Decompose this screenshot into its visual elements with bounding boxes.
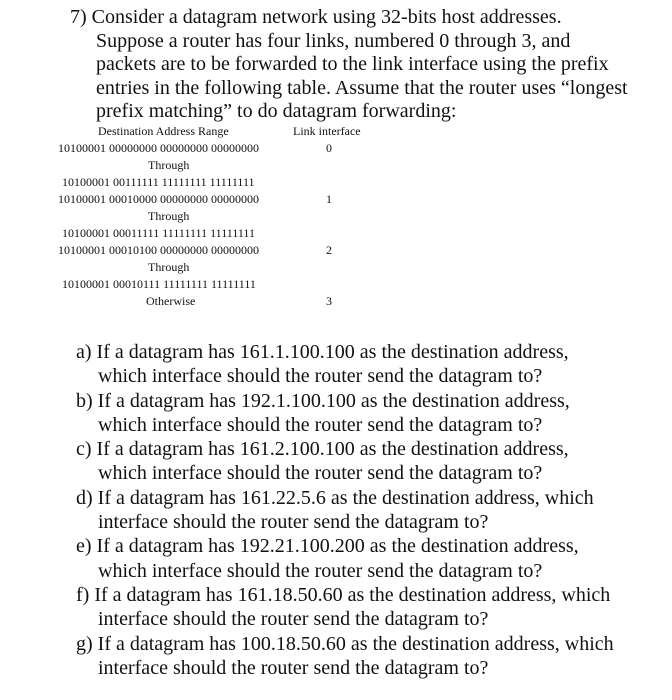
link-value: 3 [326,294,332,308]
table-row [58,140,388,157]
link-value: 0 [326,141,332,155]
problem-intro: 7) Consider a datagram network using 32-bits host addresses. Suppose a router has four links, numbered 0 through 3, and packets are to be forwarded to the link interface using the prefix entries in the following table. Assume that the router uses “longest prefix matching” to do datagram forwarding: [70,6,628,122]
table-header [58,123,388,140]
question-list [76,340,616,680]
forwarding-table [58,123,388,310]
header-destination-range: Destination Address Range [98,124,229,138]
problem-statement [70,6,630,124]
through-label: Through [148,209,190,223]
question-a: a) If a datagram has 161.1.100.100 as the destination address, which interface should the router send the datagram to? [76,341,569,388]
table-row [58,208,388,225]
question-d: d) If a datagram has 161.22.5.6 as the destination address, which interface should the router send the datagram to? [76,486,594,534]
table-row [58,225,388,242]
link-value: 1 [326,192,332,206]
question-b: b) If a datagram has 192.1.100.100 as the destination address, which interface should the router send the datagram to? [76,389,570,436]
header-link-interface: Link interface [293,124,361,138]
range-high: 10100001 00111111 11111111 11111111 [62,175,255,189]
range-high: 10100001 00010111 11111111 11111111 [62,277,256,291]
range-low: 10100001 00000000 00000000 00000000 [58,141,259,155]
question-f: f) If a datagram has 161.18.50.60 as the destination address, which interface should the router send the datagram to? [76,583,611,631]
table-row [58,259,388,276]
table-row-otherwise [58,293,388,310]
table-row [58,174,388,191]
question-c: c) If a datagram has 161.2.100.100 as the destination address, which interface should the router send the datagram to? [76,438,569,485]
through-label: Through [148,260,190,274]
question-e: e) If a datagram has 192.21.100.200 as the destination address, which interface should the router send the datagram to? [76,535,579,582]
range-low: 10100001 00010000 00000000 00000000 [58,192,259,206]
range-high: 10100001 00011111 11111111 11111111 [62,226,255,240]
through-label: Through [148,158,190,172]
otherwise-label: Otherwise [146,294,196,308]
question-g: g) If a datagram has 100.18.50.60 as the destination address, which interface should the router send the datagram to? [76,632,614,679]
table-row [58,191,388,208]
table-row [58,242,388,259]
range-low: 10100001 00010100 00000000 00000000 [58,243,259,257]
link-value: 2 [326,243,332,257]
table-row [58,276,388,293]
table-row [58,157,388,174]
